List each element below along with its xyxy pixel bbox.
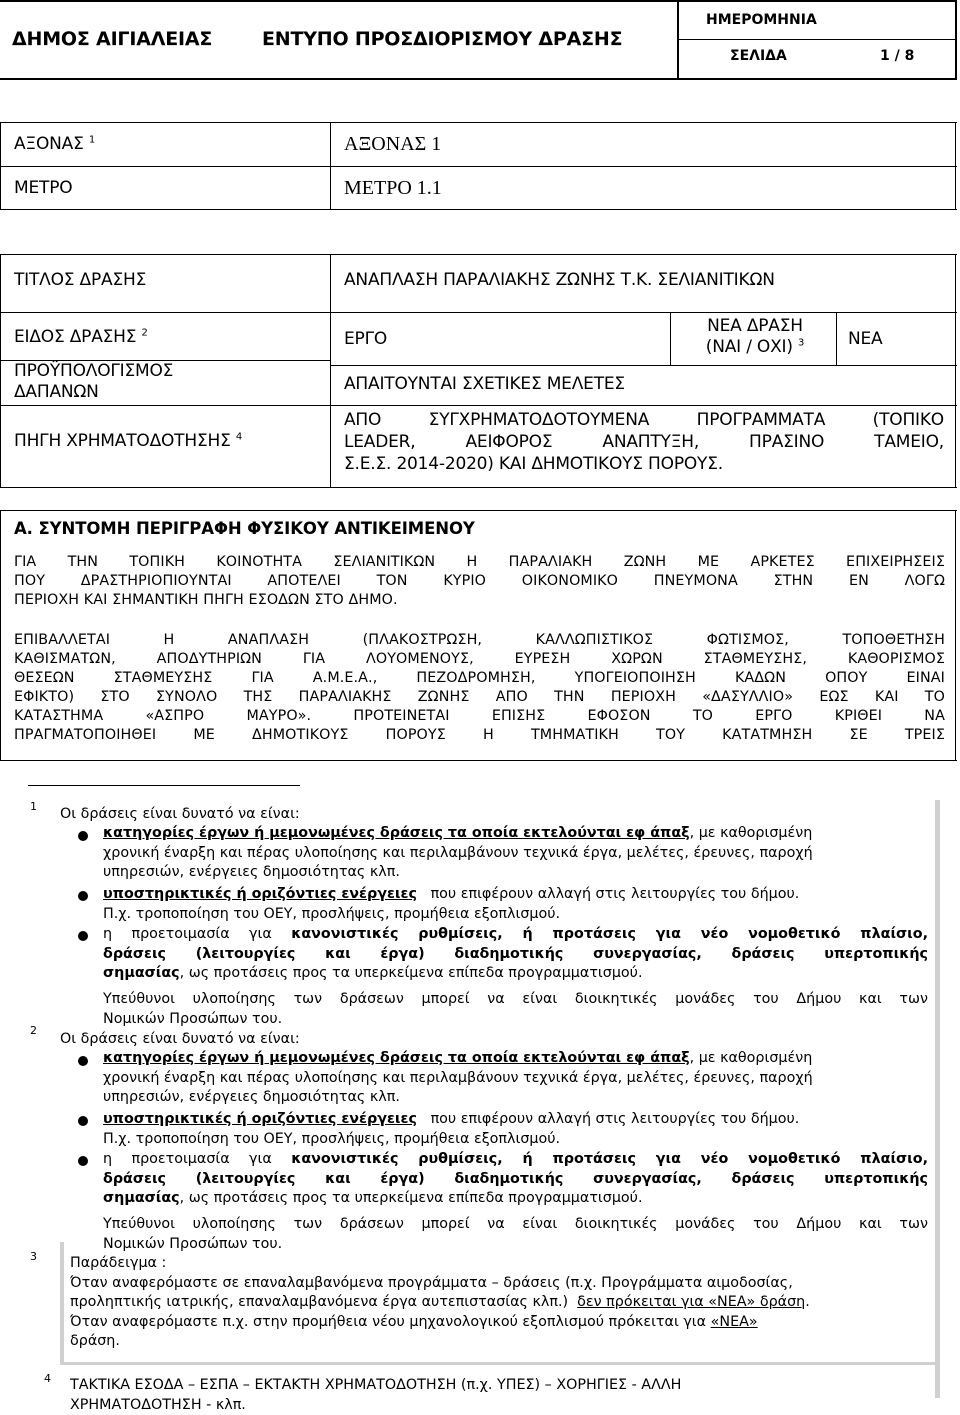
form-title: ΕΝΤΥΠΟ ΠΡΟΣΔΙΟΡΙΣΜΟΥ ΔΡΑΣΗΣ xyxy=(262,28,623,50)
page-label: ΣΕΛΙΔΑ xyxy=(730,48,787,64)
new-action-value: ΝΕΑ xyxy=(848,329,883,349)
bullet-icon xyxy=(78,1116,88,1126)
bullet-icon xyxy=(78,1156,88,1166)
measure-value: ΜΕΤΡΟ 1.1 xyxy=(344,177,442,199)
bullet-icon xyxy=(78,931,88,941)
footnote-2-intro: Οι δράσεις είναι δυνατό να είναι: xyxy=(60,1031,300,1047)
footnote-2-item-1: κατηγορίες έργων ή μεμονωμένες δράσεις τα οποία εκτελούνται εφ άπαξ, με καθορισμένη χρονική έναρξη και πέρας υλοποίησης και περιλαμβάνουν τεχνικά έργα, μελέτες, έρευνες, παροχή υπηρεσιών, ενέργειες δημοσιότητας κλπ. xyxy=(103,1050,813,1106)
footnote-2-item-3: η προετοιμασία για κανονιστικές ρυθμίσεις, ή προτάσεις για νέο νομοθετικό πλαίσιο, δράσεις (λειτουργίες και έργα) διαδημοτικής συνεργασίας, δράσεις υπερτοπικής σημασίας, ως προτάσεις προς τα υπερκείμενα επίπεδα προγραμματισμού. xyxy=(103,1151,928,1207)
page-number: 1 / 8 xyxy=(880,48,915,64)
action-title-value: ΑΝΑΠΛΑΣΗ ΠΑΡΑΛΙΑΚΗΣ ΖΩΝΗΣ Τ.Κ. ΣΕΛΙΑΝΙΤΙΚΩΝ xyxy=(344,270,775,290)
footnote-2-number: 2 xyxy=(30,1024,37,1037)
budget-label: ΠΡΟΫΠΟΛΟΓΙΣΜΟΣ ΔΑΠΑΝΩΝ xyxy=(14,361,174,402)
footnote-4-number: 4 xyxy=(44,1372,51,1385)
footnote-3-example: Παράδειγμα : Όταν αναφερόμαστε σε επαναλαμβανόμενα προγράμματα – δράσεις (π.χ. Προγράμματα αιμοδοσίας, προληπτικής ιατρικής, επαναλαμβανόμενα έργα αυτεπιστασίας κλπ.) δεν πρόκειται για «ΝΕΑ» δράση. Όταν αναφερόμαστε π.χ. στην προμήθεια νέου μηχανολογικού εξοπλισμού πρόκειται για «ΝΕΑ» δράση. xyxy=(70,1255,810,1350)
footnote-1-item-1: κατηγορίες έργων ή μεμονωμένες δράσεις τα οποία εκτελούνται εφ άπαξ, με καθορισμένη χρονική έναρξη και πέρας υλοποίησης και περιλαμβάνουν τεχνικά έργα, μελέτες, έρευνες, παροχή υπηρεσιών, ενέργειες δημοσιότητας κλπ. xyxy=(103,825,813,881)
footnote-1-number: 1 xyxy=(30,800,37,813)
footnote-2-responsible: Υπεύθυνοι υλοποίησης των δράσεων μπορεί να είναι διοικητικές μονάδες του Δήμου και των Νομικών Προσώπων του. xyxy=(103,1216,928,1252)
footnote-separator xyxy=(28,785,300,786)
footnote-2-item-2: υποστηρικτικές ή οριζόντιες ενέργειες που επιφέρουν αλλαγή στις λειτουργίες του δήμου. Π.χ. τροποποίηση του ΟΕΥ, προσλήψεις, προμήθεια εξοπλισμού. xyxy=(103,1111,800,1147)
date-label: ΗΜΕΡΟΜΗΝΙΑ xyxy=(706,12,817,28)
bullet-icon xyxy=(78,891,88,901)
funding-label: ΠΗΓΗ ΧΡΗΜΑΤΟΔΟΤΗΣΗΣ $^4$ xyxy=(14,431,243,451)
bullet-icon xyxy=(78,831,88,841)
axis-label: ΑΞΟΝΑΣ $^1$ xyxy=(14,134,96,154)
action-type-label: ΕΙΔΟΣ ΔΡΑΣΗΣ $^2$ xyxy=(14,327,148,347)
footnote-1-item-3: η προετοιμασία για κανονιστικές ρυθμίσεις, ή προτάσεις για νέο νομοθετικό πλαίσιο, δράσεις (λειτουργίες και έργα) διαδημοτικής συνεργασίας, δράσεις υπερτοπικής σημασίας, ως προτάσεις προς τα υπερκείμενα επίπεδα προγραμματισμού. xyxy=(103,926,928,982)
footnote-1-item-2: υποστηρικτικές ή οριζόντιες ενέργειες που επιφέρουν αλλαγή στις λειτουργίες του δήμου. Π.χ. τροποποίηση του ΟΕΥ, προσλήψεις, προμήθεια εξοπλισμού. xyxy=(103,886,800,922)
footnote-1-intro: Οι δράσεις είναι δυνατό να είναι: xyxy=(60,806,300,822)
description-heading: Α. ΣΥΝΤΟΜΗ ΠΕΡΙΓΡΑΦΗ ΦΥΣΙΚΟΥ ΑΝΤΙΚΕΙΜΕΝΟΥ xyxy=(14,519,475,538)
description-paragraph-1: ΓΙΑ ΤΗΝ ΤΟΠΙΚΗ ΚΟΙΝΟΤΗΤΑ ΣΕΛΙΑΝΙΤΙΚΩΝ Η ΠΑΡΑΛΙΑΚΗ ΖΩΝΗ ΜΕ ΑΡΚΕΤΕΣ ΕΠΙΧΕΙΡΗΣΕΙΣ ΠΟΥ ΔΡΑΣΤΗΡΙΟΠΙΟΥΝΤΑΙ ΑΠΟΤΕΛΕΙ ΤΟΝ ΚΥΡΙΟ ΟΙΚΟΝΟΜΙΚΟ ΠΝΕΥΜΟΝΑ ΣΤΗΝ ΕΝ ΛΟΓΩ ΠΕΡΙΟΧΗ ΚΑΙ ΣΗΜΑΝΤΙΚΗ ΠΗΓΗ ΕΣΟΔΩΝ ΣΤΟ ΔΗΜΟ. xyxy=(14,554,945,608)
axis-value: ΑΞΟΝΑΣ 1 xyxy=(344,133,442,155)
municipality-name: ΔΗΜΟΣ ΑΙΓΙΑΛΕΙΑΣ xyxy=(12,28,213,50)
footnote-1-responsible: Υπεύθυνοι υλοποίησης των δράσεων μπορεί να είναι διοικητικές μονάδες του Δήμου και των Νομικών Προσώπων του. xyxy=(103,991,928,1027)
footnote-3-number: 3 xyxy=(30,1250,37,1263)
budget-value: ΑΠΑΙΤΟΥΝΤΑΙ ΣΧΕΤΙΚΕΣ ΜΕΛΕΤΕΣ xyxy=(344,374,625,394)
measure-label: ΜΕΤΡΟ xyxy=(14,178,73,198)
funding-value: ΑΠΟ ΣΥΓΧΡΗΜΑΤΟΔΟΤΟΥΜΕΝΑ ΠΡΟΓΡΑΜΜΑΤΑ (ΤΟΠΙΚΟ LEADER, ΑΕΙΦΟΡΟΣ ΑΝΑΠΤΥΞΗ, ΠΡΑΣΙΝΟ ΤΑΜΕΙΟ, Σ.Ε.Σ. 2014-2020) ΚΑΙ ΔΗΜΟΤΙΚΟΥΣ ΠΟΡΟΥΣ. xyxy=(344,410,944,474)
description-paragraph-2: ΕΠΙΒΑΛΛΕΤΑΙ Η ΑΝΑΠΛΑΣΗ (ΠΛΑΚΟΣΤΡΩΣΗ, ΚΑΛΛΩΠΙΣΤΙΚΟΣ ΦΩΤΙΣΜΟΣ, ΤΟΠΟΘΕΤΗΣΗ ΚΑΘΙΣΜΑΤΩΝ, ΑΠΟΔΥΤΗΡΙΩΝ ΓΙΑ ΛΟΥΟΜΕΝΟΥΣ, ΕΥΡΕΣΗ ΧΩΡΩΝ ΣΤΑΘΜΕΥΣΗΣ, ΚΑΘΟΡΙΣΜΟΣ ΘΕΣΕΩΝ ΣΤΑΘΜΕΥΣΗΣ ΓΙΑ Α.Μ.Ε.Α., ΠΕΖΟΔΡΟΜΗΣΗ, ΥΠΟΓΕΙΟΠΟΙΗΣΗ ΚΑΔΩΝ ΟΠΟΥ ΕΙΝΑΙ ΕΦΙΚΤΟ) ΣΤΟ ΣΥΝΟΛΟ ΤΗΣ ΠΑΡΑΛΙΑΚΗΣ ΖΩΝΗΣ ΑΠΟ ΤΗΝ ΠΕΡΙΟΧΗ «ΔΑΣΥΛΛΙΟ» ΕΩΣ ΚΑΙ ΤΟ ΚΑΤΑΣΤΗΜΑ «ΑΣΠΡΟ ΜΑΥΡΟ». ΠΡΟΤΕΙΝΕΤΑΙ ΕΠΙΣΗΣ ΕΦΟΣΟΝ ΤΟ ΕΡΓΟ ΚΡΙΘΕΙ ΝΑ ΠΡΑΓΜΑΤΟΠΟΙΗΘΕΙ ΜΕ ΔΗΜΟΤΙΚΟΥΣ ΠΟΡΟΥΣ Η ΤΜΗΜΑΤΙΚΗ ΤΟΥ ΚΑΤΑΤΜΗΣΗ ΣΕ ΤΡΕΙΣ xyxy=(14,632,945,743)
new-action-label: ΝΕΑ ΔΡΑΣΗ (ΝΑΙ / ΟΧΙ) $^3$ xyxy=(705,316,805,357)
action-type-value: ΕΡΓΟ xyxy=(344,329,388,349)
action-title-label: ΤΙΤΛΟΣ ΔΡΑΣΗΣ xyxy=(14,270,147,290)
footnote-4-text: ΤΑΚΤΙΚΑ ΕΣΟΔΑ – ΕΣΠΑ – ΕΚΤΑΚΤΗ ΧΡΗΜΑΤΟΔΟΤΗΣΗ (π.χ. ΥΠΕΣ) – ΧΟΡΗΓΙΕΣ - ΑΛΛΗ ΧΡΗΜΑΤΟΔΟΤΗΣΗ - κλπ. xyxy=(70,1377,682,1413)
bullet-icon xyxy=(78,1056,88,1066)
